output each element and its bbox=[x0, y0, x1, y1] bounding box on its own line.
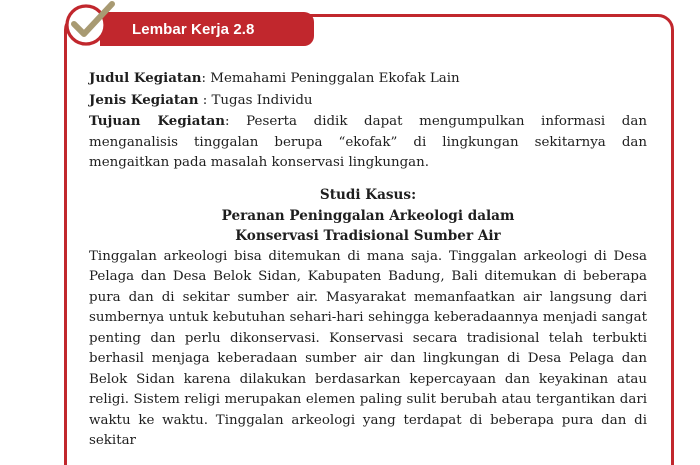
activity-goal-value: : Peserta didik dapat mengumpulkan informasi dan menganalisis tinggalan berupa “ekofak” di lingkungan sekitarnya dan mengaitkan pada masalah konservasi lingkungan. bbox=[89, 114, 647, 171]
worksheet-title: Lembar Kerja 2.8 bbox=[132, 20, 255, 38]
activity-goal-line bbox=[89, 111, 647, 174]
activity-type-label: Jenis Kegiatan bbox=[89, 91, 199, 108]
case-study-title-line-2: Konservasi Tradisional Sumber Air bbox=[235, 228, 501, 245]
activity-type-value: : Tugas Individu bbox=[198, 92, 313, 108]
worksheet-header-tab bbox=[100, 12, 314, 46]
checkmark-badge-icon bbox=[62, 0, 118, 48]
activity-title-label: Judul Kegiatan bbox=[89, 70, 202, 86]
activity-type-line bbox=[89, 90, 647, 112]
activity-title-line bbox=[89, 68, 647, 90]
worksheet-content bbox=[89, 68, 647, 452]
case-study-heading: Studi Kasus: bbox=[319, 186, 417, 203]
case-study-body: Tinggalan arkeologi bisa ditemukan di mana saja. Tinggalan arkeologi di Desa Pelaga dan Desa Belok Sidan, Kabupaten Badung, Bali ditemukan di beberapa pura dan di sekitar sumber air. Masyarakat memanfaatkan air langsung dari sumbernya untuk kebutuhan sehari-hari sehingga keberadaannya menjadi sangat penting dan perlu dikonservasi. Konservasi secara tradisional telah terbukti berhasil menjaga keberadaan sumber air dan lingkungan di Desa Pelaga dan Belok Sidan karena dilakukan berdasarkan kepercayaan dan keyakinan atau religi. Sistem religi merupakan elemen paling sulit berubah atau tergantikan dari waktu ke waktu. Tinggalan arkeologi yang terdapat di beberapa pura dan di sekitar bbox=[89, 248, 647, 449]
activity-goal-label: Tujuan Kegiatan bbox=[89, 113, 226, 130]
activity-title-value: : Memahami Peninggalan Ekofak Lain bbox=[201, 71, 460, 86]
case-study-title-line-1: Peranan Peninggalan Arkeologi dalam bbox=[221, 207, 515, 224]
case-study-title bbox=[89, 185, 647, 247]
